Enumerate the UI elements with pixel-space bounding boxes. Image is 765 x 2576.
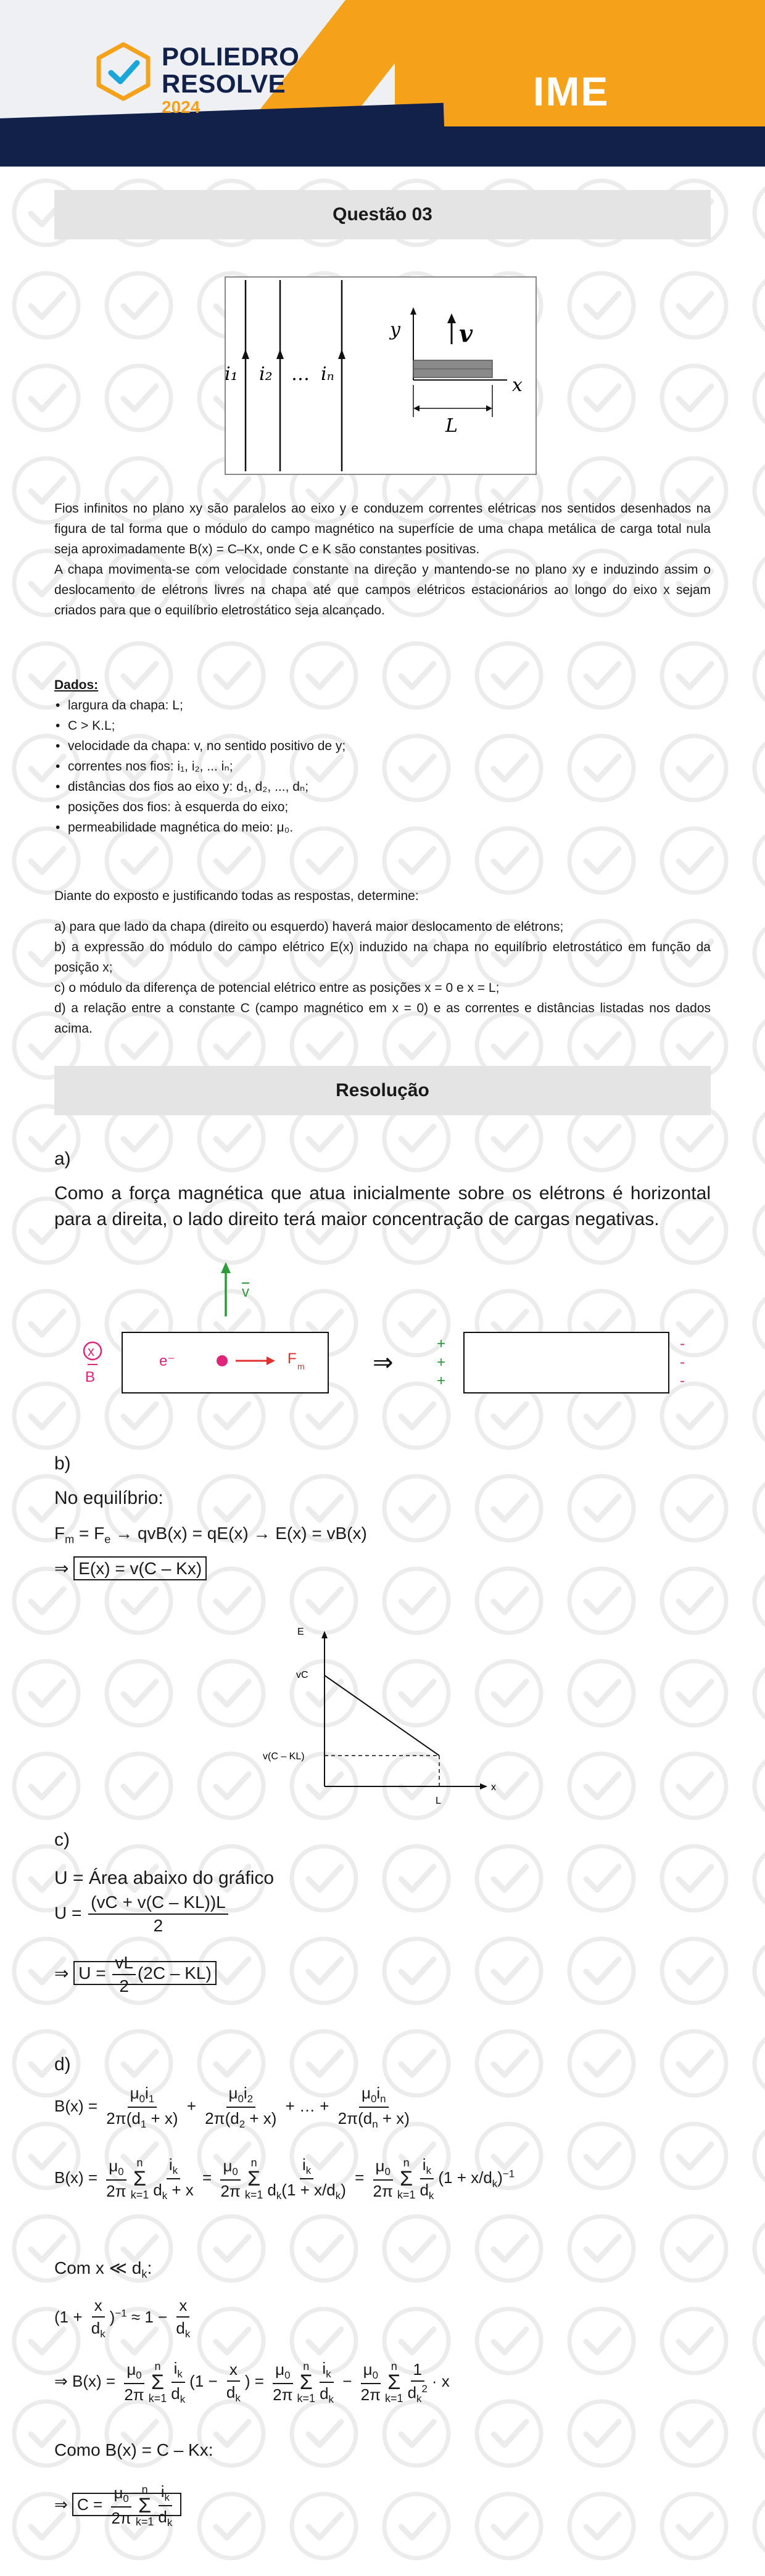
question-intro xyxy=(54,886,711,906)
resolution-b-label: b) xyxy=(54,1453,71,1474)
fig-a-label-v: v xyxy=(242,1284,249,1300)
question-text xyxy=(54,498,711,621)
exam-name: IME xyxy=(533,68,610,114)
dados-list xyxy=(54,695,711,838)
resolution-c-label: c) xyxy=(54,1830,70,1850)
fig-label-L: L xyxy=(445,415,458,437)
resolution-c-result: U = $\frac{vL}{2}$ (2C – KL) xyxy=(73,1961,217,1985)
resolution-d-result: C = $\frac{\mu_0}{2\pi}$ n Σ k=1 $\frac{i_k}{d_k}$ xyxy=(72,2493,181,2516)
poliedro-logo-icon xyxy=(94,42,153,101)
resolution-c-eq1: U = $\frac{(vC + v(C - KL))L}{2}$ xyxy=(54,1893,230,1936)
fig-a-minus: - xyxy=(680,1335,685,1352)
fig-label-dots: … xyxy=(291,363,310,385)
resolution-a-label: a) xyxy=(54,1149,71,1169)
resolution-title: Resolução xyxy=(336,1080,429,1100)
resolution-d-eq1: B(x) = $\frac{\mu_0i_1}{2\pi(d_1 + x)}$ + $\frac{\mu_0i_2}{2\pi(d_2 + x)}$ + … + $\frac{\mu_0i_n}{2\pi(d_n + x)}$ xyxy=(54,2084,410,2131)
brand-line2: RESOLVE xyxy=(162,69,286,98)
resolution-a-text: Como a força magnética que atua inicialmente sobre os elétrons é horizontal para a direita, o lado direito terá maior concentração de cargas negativas. xyxy=(54,1183,711,1229)
resolution-b-result: E(x) = v(C – Kx) xyxy=(73,1556,207,1580)
resolution-d-result-line: ⇒ C = $\frac{\mu_0}{2\pi}$ n Σ k=1 $\frac{i_k}{d_k}$ xyxy=(54,2482,181,2529)
resolution-c-text: U = Área abaixo do gráfico xyxy=(54,1868,275,1888)
resolution-d-label: d) xyxy=(54,2054,71,2074)
fig-a-minus: - xyxy=(680,1373,685,1389)
brand-name xyxy=(162,43,299,97)
resolution-d-eq2: B(x) = $\frac{\mu_0}{2\pi}$ n Σ k=1 $\frac{i_k}{d_k + x}$ = $\frac{\mu_0}{2\pi}$ n Σ k=1 $\frac{i_k}{d_k(1 + x/d_k)}$ = $\frac{\mu_0}{2\pi}$ n Σ k=1 $\frac{i_k}{d_k}$ $(1 + x/d_k)^{-1}$ xyxy=(54,2155,515,2202)
c-eq2-numerator: vL xyxy=(112,1953,136,1975)
graph-b-label-x: x xyxy=(491,1782,496,1793)
fig-a-electron: e⁻ xyxy=(159,1353,176,1369)
fig-label-v: v xyxy=(459,320,473,347)
fig-a-label-B: B xyxy=(85,1369,96,1385)
fig-label-y: y xyxy=(390,319,400,341)
c-eq2-denominator: 2 xyxy=(119,1976,129,1996)
graph-b-label-E: E xyxy=(297,1627,304,1637)
dados-item: • correntes nos fios: i₁, i₂, ... iₙ; xyxy=(68,756,711,777)
fig-a-implies: ⇒ xyxy=(373,1348,394,1377)
question-intro-text: Diante do exposto e justificando todas as respostas, determine: xyxy=(54,889,419,903)
fig-label-i1: i₁ xyxy=(225,363,238,385)
resolution-b-graph xyxy=(259,1616,506,1814)
question-item-c: c) o módulo da diferença de potencial elétrico entre as posições x = 0 e x = L; xyxy=(54,981,500,995)
c-eq1-numerator: (vC + v(C – KL))L xyxy=(88,1893,228,1915)
question-figure xyxy=(225,276,537,475)
graph-b-label-vC: vC xyxy=(296,1670,308,1680)
header-navy-band xyxy=(0,126,765,167)
fig-a-minus: - xyxy=(680,1354,685,1371)
fig-a-plus: + xyxy=(437,1354,446,1371)
question-items xyxy=(54,917,711,1039)
brand-line1: POLIEDRO xyxy=(162,42,300,71)
dados-section xyxy=(54,675,711,838)
resolution-d-condition: Com x ≪ $d_k$: xyxy=(54,2258,152,2281)
resolution-b-eq2: ⇒ E(x) = v(C – Kx) xyxy=(54,1558,207,1579)
d-condition-text: Com x ≪ d xyxy=(54,2258,142,2277)
dados-title: Dados: xyxy=(54,678,99,692)
fig-a-label-m: m xyxy=(297,1361,305,1371)
resolution-d-since: Como B(x) = C – Kx: xyxy=(54,2440,213,2459)
question-paragraph-2: A chapa movimenta-se com velocidade constante na direção y mantendo-se no plano xy e induzindo assim o deslocamento de elétrons livres na chapa até que campos elétricos estacionários ao longo do eixo x sejam criados para que o equilíbrio eletrostático seja alcançado. xyxy=(54,563,711,617)
question-item-b: b) a expressão do módulo do campo elétrico E(x) induzido na chapa no equilíbrio eletrostático em função da posição x; xyxy=(54,940,711,975)
dados-item: • distâncias dos fios ao eixo y: d₁, d₂, ..., dₙ; xyxy=(68,777,711,797)
fig-label-x: x xyxy=(512,374,523,396)
fig-label-in: iₙ xyxy=(321,363,334,385)
fig-a-symbol-x: x xyxy=(88,1344,94,1359)
brand-year: 2024 xyxy=(162,97,201,117)
question-paragraph-1: Fios infinitos no plano xy são paralelos ao eixo y e conduzem correntes elétricas nos sentidos desenhados na figura de tal forma que o módulo do campo magnético na superfície de uma chapa metálica de carga total nula seja aproximadamente B(x) = C–Kx, onde C e K são constantes positivas. xyxy=(54,502,711,556)
page-header xyxy=(0,0,765,167)
resolution-title-bar xyxy=(54,1066,711,1115)
resolution-d-eq3: (1 + $\frac{x}{d_k}$ )$^{-1}$ ≈ 1 − $\frac{x}{d_k}$ xyxy=(54,2296,191,2340)
dados-item: • C > K.L; xyxy=(68,716,711,736)
dados-item: • velocidade da chapa: v, no sentido positivo de y; xyxy=(68,736,711,756)
fig-a-plus: + xyxy=(437,1373,446,1389)
c-eq1-denominator: 2 xyxy=(153,1916,163,1935)
question-title: Questão 03 xyxy=(333,204,432,225)
dados-item: • permeabilidade magnética do meio: μ₀. xyxy=(68,817,711,838)
question-item-a: a) para que lado da chapa (direito ou esquerdo) haverá maior deslocamento de elétrons; xyxy=(54,920,564,934)
resolution-b-text: No equilíbrio: xyxy=(54,1488,163,1508)
resolution-d-eq4: ⇒ B(x) = $\frac{\mu_0}{2\pi}$ n Σ k=1 $\frac{i_k}{d_k}$ (1 − $\frac{x}{d_k}$ ) = $\frac{\mu_0}{2\pi}$ n Σ k=1 $\frac{i_k}{d_k}$ − $\frac{\mu_0}{2\pi}$ n Σ k=1 $\frac{1}{d_k^2}$ · x xyxy=(54,2359,450,2406)
fig-a-label-F: F xyxy=(287,1350,297,1367)
dados-item: • largura da chapa: L; xyxy=(68,695,711,716)
resolution-c-eq2: ⇒ U = $\frac{vL}{2}$ (2C – KL) xyxy=(54,1953,217,1996)
resolution-a-text-block xyxy=(54,1181,711,1232)
question-item-d: d) a relação entre a constante C (campo magnético em x = 0) e as correntes e distâncias listadas nos dados acima. xyxy=(54,1001,711,1036)
resolution-a-figure xyxy=(74,1252,703,1406)
fig-a-plus: + xyxy=(437,1335,446,1352)
graph-b-label-L: L xyxy=(436,1796,441,1806)
dados-item: • posições dos fios: à esquerda do eixo; xyxy=(68,797,711,817)
c-eq2-tail: (2C – KL) xyxy=(137,1963,212,1983)
question-title-bar xyxy=(54,190,711,239)
resolution-b-eq1: $F_m = F_e \to qvB(x) = qE(x) \to E(x) = vB(x)$ xyxy=(54,1524,367,1546)
graph-b-label-vCKL: v(C – KL) xyxy=(263,1751,305,1762)
fig-label-i2: i₂ xyxy=(259,363,273,385)
